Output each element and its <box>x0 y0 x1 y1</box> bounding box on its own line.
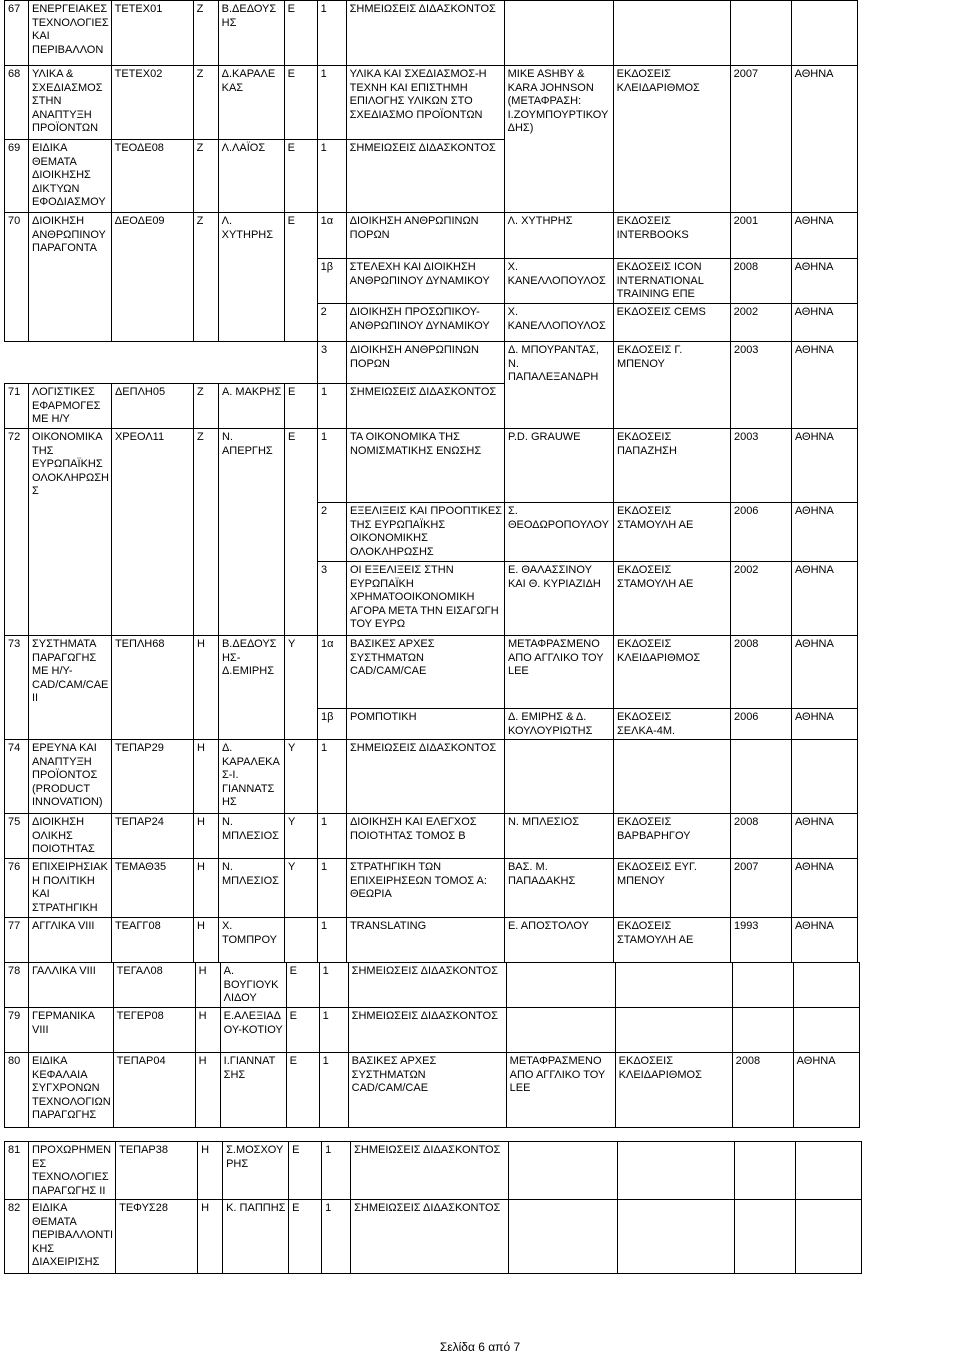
page-number: Σελίδα 6 από 7 <box>439 1340 521 1354</box>
cell-city: ΑΘΗΝΑ <box>791 636 857 709</box>
cell-category: Υ <box>284 740 317 814</box>
cell-book-title: ΣΗΜΕΙΩΣΕΙΣ ΔΙΔΑΣΚΟΝΤΟΣ <box>351 1142 509 1200</box>
cell-semester: Ζ <box>193 384 218 429</box>
table-row <box>5 66 858 140</box>
cell-row-number: 69 <box>5 140 29 213</box>
cell-semester: Η <box>193 740 218 814</box>
cell-book-number: 3 <box>317 562 346 636</box>
cell-author: Λ. ΧΥΤΗΡΗΣ <box>504 213 613 259</box>
cell-course-code: ΤΕΠΑΡ24 <box>111 814 193 859</box>
cell-author: Σ. ΘΕΟΔΩΡΟΠΟΥΛΟΥ <box>504 503 613 562</box>
cell-instructor: Β.ΔΕΔΟΥΣ ΗΣ-Δ.ΕΜΙΡΗΣ <box>218 636 284 740</box>
cell-course-title: ΕΙΔΙΚΑ ΘΕΜΑΤΑ ΠΕΡΙΒΑΛΛΟΝΤΙ ΚΗΣ ΔΙΑΧΕΙΡΙΣΗΣ <box>29 1200 116 1274</box>
cell-year <box>730 740 791 814</box>
table-row <box>5 963 860 1008</box>
cell-year: 1993 <box>730 918 791 963</box>
cell-row-number: 68 <box>5 66 29 140</box>
cell-instructor: Ι.ΓΙΑΝΝΑΤ ΣΗΣ <box>220 1053 286 1128</box>
cell-year <box>732 1008 793 1053</box>
cell-author <box>509 1200 618 1274</box>
cell-semester: Ζ <box>193 429 218 636</box>
table-row <box>5 342 858 384</box>
cell-book-title: ΟΙ ΕΞΕΛΙΞΕΙΣ ΣΤΗΝ ΕΥΡΩΠΑΪΚΗ ΧΡΗΜΑΤΟΟΙΚΟΝΟΜΙΚΗ ΑΓΟΡΑ ΜΕΤΑ ΤΗΝ ΕΙΣΑΓΩΓΗ ΤΟΥ ΕΥΡΩ <box>346 562 504 636</box>
cell-year: 2008 <box>730 259 791 304</box>
cell-book-number: 1 <box>317 66 346 140</box>
cell-year: 2008 <box>730 636 791 709</box>
cell-author: Ε. ΘΑΛΑΣΣΙΝΟΥ ΚΑΙ Θ. ΚΥΡΙΑΖΙΔΗ <box>504 562 613 636</box>
cell-year: 2007 <box>730 859 791 918</box>
cell-category: Ε <box>289 1142 322 1200</box>
cell-city: ΑΘΗΝΑ <box>791 709 857 740</box>
table-row <box>5 859 858 918</box>
cell-book-title: ΣΗΜΕΙΩΣΕΙΣ ΔΙΔΑΣΚΟΝΤΟΣ <box>351 1200 509 1274</box>
cell-book-number: 1 <box>319 963 348 1008</box>
table-row <box>5 429 858 503</box>
cell-year: 2006 <box>730 503 791 562</box>
cell-city: ΑΘΗΝΑ <box>791 814 857 859</box>
cell-semester: Η <box>198 1200 223 1274</box>
cell-city: ΑΘΗΝΑ <box>791 859 857 918</box>
cell-city <box>791 740 857 814</box>
cell-publisher: ΕΚΔΟΣΕΙΣ ΚΛΕΙΔΑΡΙΘΜΟΣ <box>613 66 730 213</box>
cell-year: 2003 <box>730 342 791 429</box>
cell-row-number: 70 <box>5 213 29 342</box>
cell-course-code: ΤΕΠΑΡ04 <box>113 1053 195 1128</box>
cell-course-title: ΕΠΙΧΕΙΡΗΣΙΑΚ Η ΠΟΛΙΤΙΚΗ ΚΑΙ ΣΤΡΑΤΗΓΙΚΗ <box>29 859 112 918</box>
cell-city: ΑΘΗΝΑ <box>791 66 857 213</box>
cell-course-code <box>111 342 193 384</box>
cell-author: ΜΕΤΑΦΡΑΣΜΕΝΟ ΑΠΟ ΑΓΓΛΙΚΟ ΤΟΥ LEE <box>506 1053 615 1128</box>
cell-instructor: Ε.ΑΛΕΞΙΑΔ ΟΥ-ΚΟΤΙΟΥ <box>220 1008 286 1053</box>
cell-course-code: ΤΕΓΕΡ08 <box>113 1008 195 1053</box>
cell-book-title: ΣΗΜΕΙΩΣΕΙΣ ΔΙΔΑΣΚΟΝΤΟΣ <box>348 963 506 1008</box>
cell-semester <box>193 342 218 384</box>
cell-year: 2003 <box>730 429 791 503</box>
cell-category: Ε <box>284 384 317 429</box>
cell-book-title: ΣΤΕΛΕΧΗ ΚΑΙ ΔΙΟΙΚΗΣΗ ΑΝΘΡΩΠΙΝΟΥ ΔΥΝΑΜΙΚΟΥ <box>346 259 504 304</box>
cell-author <box>509 1142 618 1200</box>
cell-city: ΑΘΗΝΑ <box>791 503 857 562</box>
table-row <box>5 636 858 709</box>
cell-course-title: ΕΙΔΙΚΑ ΘΕΜΑΤΑ ΔΙΟΙΚΗΣΗΣ ΔΙΚΤΥΩΝ ΕΦΟΔΙΑΣΜΟΥ <box>29 140 112 213</box>
cell-year: 2007 <box>730 66 791 213</box>
cell-publisher: ΕΚΔΟΣΕΙΣ ΚΛΕΙΔΑΡΙΘΜΟΣ <box>615 1053 732 1128</box>
cell-year: 2001 <box>730 213 791 259</box>
cell-instructor: Ν. ΜΠΛΕΣΙΟΣ <box>218 814 284 859</box>
cell-row-number: 77 <box>5 918 29 963</box>
cell-instructor <box>218 342 284 384</box>
table-row <box>5 740 858 814</box>
cell-book-title: ΣΗΜΕΙΩΣΕΙΣ ΔΙΔΑΣΚΟΝΤΟΣ <box>348 1008 506 1053</box>
cell-book-title: ΣΗΜΕΙΩΣΕΙΣ ΔΙΔΑΣΚΟΝΤΟΣ <box>346 140 504 213</box>
course-table-section-3 <box>4 962 860 1128</box>
cell-category: Ε <box>286 963 319 1008</box>
cell-book-title: ΔΙΟΙΚΗΣΗ ΠΡΟΣΩΠΙΚΟΥ-ΑΝΘΡΩΠΙΝΟΥ ΔΥΝΑΜΙΚΟΥ <box>346 304 504 342</box>
cell-instructor: Ν. ΑΠΕΡΓΗΣ <box>218 429 284 636</box>
cell-publisher: ΕΚΔΟΣΕΙΣ Γ. ΜΠΕΝΟΥ <box>613 342 730 429</box>
cell-publisher: ΕΚΔΟΣΕΙΣ ΒΑΡΒΑΡΗΓΟΥ <box>613 814 730 859</box>
cell-book-title: ΡΟΜΠΟΤΙΚΗ <box>346 709 504 740</box>
cell-city: ΑΘΗΝΑ <box>791 213 857 259</box>
cell-row-number: 67 <box>5 1 29 66</box>
cell-category: Ε <box>284 1 317 66</box>
cell-course-title: ΟΙΚΟΝΟΜΙΚΑ ΤΗΣ ΕΥΡΩΠΑΪΚΗΣ ΟΛΟΚΛΗΡΩΣΗ Σ <box>29 429 112 636</box>
cell-year <box>730 1 791 66</box>
cell-semester: Ζ <box>193 1 218 66</box>
cell-publisher: ΕΚΔΟΣΕΙΣ ΣΕΛΚΑ-4Μ. <box>613 709 730 740</box>
cell-semester: Ζ <box>193 213 218 342</box>
cell-course-code: ΤΕΠΑΡ29 <box>111 740 193 814</box>
cell-author: Δ. ΜΠΟΥΡΑΝΤΑΣ, Ν. ΠΑΠΑΛΕΞΑΝΔΡΗ <box>504 342 613 429</box>
cell-row-number: 72 <box>5 429 29 636</box>
cell-book-title: ΒΑΣΙΚΕΣ ΑΡΧΕΣ ΣΥΣΤΗΜΑΤΩΝ CAD/CAM/CAE <box>346 636 504 709</box>
cell-book-title: TRANSLATING <box>346 918 504 963</box>
cell-semester: Η <box>193 636 218 740</box>
cell-book-title: ΣΗΜΕΙΩΣΕΙΣ ΔΙΔΑΣΚΟΝΤΟΣ <box>346 384 504 429</box>
cell-book-number: 2 <box>317 304 346 342</box>
table-row <box>5 213 858 259</box>
cell-course-code: ΤΕΠΑΡ38 <box>116 1142 198 1200</box>
cell-instructor: Α. ΜΑΚΡΗΣ <box>218 384 284 429</box>
cell-publisher <box>615 1008 732 1053</box>
cell-book-number: 2 <box>317 503 346 562</box>
table-row <box>5 1200 862 1274</box>
cell-year: 2002 <box>730 562 791 636</box>
cell-instructor: Χ. ΤΟΜΠΡΟΥ <box>218 918 284 963</box>
cell-author: MIKE ASHBY & KARA JOHNSON (ΜΕΤΑΦΡΑΣΗ: Ι.ΖΟΥΜΠΟΥΡΤΙΚΟΥ ΔΗΣ) <box>504 66 613 213</box>
cell-book-number: 1α <box>317 636 346 709</box>
cell-author: Δ. ΕΜΙΡΗΣ & Δ. ΚΟΥΛΟΥΡΙΩΤΗΣ <box>504 709 613 740</box>
cell-book-number: 1β <box>317 259 346 304</box>
cell-semester: Η <box>195 963 220 1008</box>
cell-author: Χ. ΚΑΝΕΛΛΟΠΟΥΛΟΣ <box>504 304 613 342</box>
cell-course-title: ΔΙΟΙΚΗΣΗ ΑΝΘΡΩΠΙΝΟΥ ΠΑΡΑΓΟΝΤΑ <box>29 213 112 342</box>
cell-year <box>732 963 793 1008</box>
cell-course-title: ΠΡΟΧΩΡΗΜΕΝ ΕΣ ΤΕΧΝΟΛΟΓΙΕΣ ΠΑΡΑΓΩΓΗΣ II <box>29 1142 116 1200</box>
cell-category: Ε <box>284 213 317 342</box>
cell-category: Υ <box>284 859 317 918</box>
cell-book-number: 1 <box>322 1200 351 1274</box>
cell-book-number: 1 <box>317 740 346 814</box>
cell-city: ΑΘΗΝΑ <box>791 918 857 963</box>
cell-publisher: ΕΚΔΟΣΕΙΣ ΣΤΑΜΟΥΛΗ ΑΕ <box>613 503 730 562</box>
cell-instructor: Β.ΔΕΔΟΥΣ ΗΣ <box>218 1 284 66</box>
cell-course-code: ΤΕΦΥΣ28 <box>116 1200 198 1274</box>
cell-author <box>504 1 613 66</box>
cell-book-title: ΣΗΜΕΙΩΣΕΙΣ ΔΙΔΑΣΚΟΝΤΟΣ <box>346 1 504 66</box>
cell-instructor: Α. ΒΟΥΓΙΟΥΚ ΛΙΔΟΥ <box>220 963 286 1008</box>
cell-semester: Η <box>198 1142 223 1200</box>
cell-book-title: ΔΙΟΙΚΗΣΗ ΑΝΘΡΩΠΙΝΩΝ ΠΟΡΩΝ <box>346 213 504 259</box>
table-row <box>5 1008 860 1053</box>
cell-semester: Η <box>193 859 218 918</box>
cell-city <box>791 1 857 66</box>
cell-course-title: ΣΥΣΤΗΜΑΤΑ ΠΑΡΑΓΩΓΗΣ ΜΕ Η/Υ-CAD/CAM/CAE II <box>29 636 112 740</box>
cell-book-title: ΥΛΙΚΑ ΚΑΙ ΣΧΕΔΙΑΣΜΟΣ-Η ΤΕΧΝΗ ΚΑΙ ΕΠΙΣΤΗΜΗ ΕΠΙΛΟΓΗΣ ΥΛΙΚΩΝ ΣΤΟ ΣΧΕΔΙΑΣΜΟ ΠΡΟΪΟΝΤΩΝ <box>346 66 504 140</box>
cell-semester: Ζ <box>193 140 218 213</box>
cell-book-number: 1 <box>317 859 346 918</box>
cell-book-title: ΕΞΕΛΙΞΕΙΣ ΚΑΙ ΠΡΟΟΠΤΙΚΕΣ ΤΗΣ ΕΥΡΩΠΑΪΚΗΣ ΟΙΚΟΝΟΜΙΚΗΣ ΟΛΟΚΛΗΡΩΣΗΣ <box>346 503 504 562</box>
cell-year: 2008 <box>730 814 791 859</box>
cell-instructor: Δ. ΚΑΡΑΛΕΚΑ Σ-Ι. ΓΙΑΝΝΑΤΣ ΗΣ <box>218 740 284 814</box>
cell-row-number: 73 <box>5 636 29 740</box>
table-row <box>5 918 858 963</box>
cell-semester: Η <box>195 1008 220 1053</box>
cell-publisher <box>618 1200 735 1274</box>
cell-author: ΜΕΤΑΦΡΑΣΜΕΝΟ ΑΠΟ ΑΓΓΛΙΚΟ ΤΟΥ LEE <box>504 636 613 709</box>
cell-instructor: Δ.ΚΑΡΑΛΕ ΚΑΣ <box>218 66 284 140</box>
cell-publisher: ΕΚΔΟΣΕΙΣ ΣΤΑΜΟΥΛΗ ΑΕ <box>613 918 730 963</box>
cell-publisher <box>618 1142 735 1200</box>
cell-book-number: 1 <box>319 1053 348 1128</box>
cell-category: Ε <box>284 66 317 140</box>
cell-publisher: ΕΚΔΟΣΕΙΣ ΕΥΓ. ΜΠΕΝΟΥ <box>613 859 730 918</box>
cell-author: Ν. ΜΠΛΕΣΙΟΣ <box>504 814 613 859</box>
cell-category: Ε <box>284 429 317 636</box>
cell-city <box>793 963 859 1008</box>
cell-course-code: ΔΕΠΛΗ05 <box>111 384 193 429</box>
cell-row-number <box>5 342 29 384</box>
cell-instructor: Σ.ΜΟΣΧΟΥ ΡΗΣ <box>223 1142 289 1200</box>
cell-book-number: 1 <box>317 384 346 429</box>
cell-row-number: 78 <box>5 963 29 1008</box>
cell-semester: Η <box>193 918 218 963</box>
cell-row-number: 82 <box>5 1200 29 1274</box>
cell-year <box>735 1142 796 1200</box>
table-row <box>5 814 858 859</box>
cell-instructor: Κ. ΠΑΠΠΗΣ <box>223 1200 289 1274</box>
cell-course-title: ΕΝΕΡΓΕΙΑΚΕΣ ΤΕΧΝΟΛΟΓΙΕΣ ΚΑΙ ΠΕΡΙΒΑΛΛΟΝ <box>29 1 112 66</box>
cell-row-number: 71 <box>5 384 29 429</box>
cell-book-number: 1 <box>317 918 346 963</box>
cell-book-number: 1 <box>322 1142 351 1200</box>
cell-book-title: ΣΗΜΕΙΩΣΕΙΣ ΔΙΔΑΣΚΟΝΤΟΣ <box>346 740 504 814</box>
cell-year: 2002 <box>730 304 791 342</box>
cell-book-number: 1α <box>317 213 346 259</box>
cell-course-code: ΤΕΤΕΧ02 <box>111 66 193 140</box>
cell-row-number: 81 <box>5 1142 29 1200</box>
cell-year: 2006 <box>730 709 791 740</box>
cell-book-title: ΒΑΣΙΚΕΣ ΑΡΧΕΣ ΣΥΣΤΗΜΑΤΩΝ CAD/CAM/CAE <box>348 1053 506 1128</box>
cell-publisher: ΕΚΔΟΣΕΙΣ ΣΤΑΜΟΥΛΗ ΑΕ <box>613 562 730 636</box>
cell-book-title: ΔΙΟΙΚΗΣΗ ΚΑΙ ΕΛΕΓΧΟΣ ΠΟΙΟΤΗΤΑΣ ΤΟΜΟΣ Β <box>346 814 504 859</box>
cell-course-code: ΤΕΜΑΘ35 <box>111 859 193 918</box>
cell-semester: Η <box>193 814 218 859</box>
cell-row-number: 75 <box>5 814 29 859</box>
cell-category: Ε <box>284 140 317 213</box>
cell-publisher: ΕΚΔΟΣΕΙΣ CEMS <box>613 304 730 342</box>
cell-semester: Ζ <box>193 66 218 140</box>
cell-city: ΑΘΗΝΑ <box>791 429 857 503</box>
cell-course-title: ΓΑΛΛΙΚΑ VIII <box>29 963 114 1008</box>
cell-course-code: ΤΕΟΔΕ08 <box>111 140 193 213</box>
cell-author: ΒΑΣ. Μ. ΠΑΠΑΔΑΚΗΣ <box>504 859 613 918</box>
cell-category: Υ <box>284 814 317 859</box>
cell-publisher <box>615 963 732 1008</box>
cell-course-title: ΕΡΕΥΝΑ ΚΑΙ ΑΝΑΠΤΥΞΗ ΠΡΟΪΟΝΤΟΣ (PRODUCT INNOVATION) <box>29 740 112 814</box>
cell-book-number: 3 <box>317 342 346 384</box>
cell-category <box>284 342 317 384</box>
cell-row-number: 76 <box>5 859 29 918</box>
cell-course-title: ΑΓΓΛΙΚΑ VIII <box>29 918 112 963</box>
cell-author <box>506 1008 615 1053</box>
cell-instructor: Λ.ΛΑΪΟΣ <box>218 140 284 213</box>
cell-book-number: 1 <box>319 1008 348 1053</box>
cell-author <box>506 963 615 1008</box>
cell-course-title <box>29 342 112 384</box>
cell-book-number: 1 <box>317 429 346 503</box>
table-row <box>5 1142 862 1200</box>
cell-author <box>504 740 613 814</box>
cell-course-code: ΤΕΑΓΓ08 <box>111 918 193 963</box>
cell-course-code: ΧΡΕΟΛ11 <box>111 429 193 636</box>
cell-book-number: 1β <box>317 709 346 740</box>
course-table-section-4 <box>4 1141 862 1274</box>
cell-course-title: ΔΙΟΙΚΗΣΗ ΟΛΙΚΗΣ ΠΟΙΟΤΗΤΑΣ <box>29 814 112 859</box>
cell-semester: Η <box>195 1053 220 1128</box>
cell-publisher: ΕΚΔΟΣΕΙΣ ICON INTERNATIONAL TRAINING ΕΠΕ <box>613 259 730 304</box>
cell-city <box>796 1142 862 1200</box>
table-row <box>5 1 858 66</box>
cell-category <box>284 918 317 963</box>
cell-city: ΑΘΗΝΑ <box>791 304 857 342</box>
cell-city: ΑΘΗΝΑ <box>793 1053 859 1128</box>
cell-course-code: ΤΕΓΑΛ08 <box>113 963 195 1008</box>
cell-city <box>793 1008 859 1053</box>
cell-instructor: Ν. ΜΠΛΕΣΙΟΣ <box>218 859 284 918</box>
cell-publisher <box>613 1 730 66</box>
cell-book-number: 1 <box>317 814 346 859</box>
cell-publisher: ΕΚΔΟΣΕΙΣ INTERBOOKS <box>613 213 730 259</box>
course-table-section-1 <box>4 0 858 342</box>
table-row <box>5 1053 860 1128</box>
cell-book-number: 1 <box>317 1 346 66</box>
cell-course-title: ΓΕΡΜΑΝΙΚΑ VIII <box>29 1008 114 1053</box>
cell-row-number: 79 <box>5 1008 29 1053</box>
cell-book-number: 1 <box>317 140 346 213</box>
cell-year: 2008 <box>732 1053 793 1128</box>
cell-book-title: ΤΑ ΟΙΚΟΝΟΜΙΚΑ ΤΗΣ ΝΟΜΙΣΜΑΤΙΚΗΣ ΕΝΩΣΗΣ <box>346 429 504 503</box>
cell-author: P.D. GRAUWE <box>504 429 613 503</box>
cell-row-number: 74 <box>5 740 29 814</box>
cell-author: Χ. ΚΑΝΕΛΛΟΠΟΥΛΟΣ <box>504 259 613 304</box>
cell-year <box>735 1200 796 1274</box>
cell-book-title: ΣΤΡΑΤΗΓΙΚΗ ΤΩΝ ΕΠΙΧΕΙΡΗΣΕΩΝ ΤΟΜΟΣ Α: ΘΕΩΡΙΑ <box>346 859 504 918</box>
cell-course-title: ΕΙΔΙΚΑ ΚΕΦΑΛΑΙΑ ΣΥΓΧΡΟΝΩΝ ΤΕΧΝΟΛΟΓΙΩΝ ΠΑΡΑΓΩΓΗΣ <box>29 1053 114 1128</box>
cell-category: Υ <box>284 636 317 740</box>
cell-publisher <box>613 740 730 814</box>
cell-category: Ε <box>286 1008 319 1053</box>
cell-course-code: ΤΕΠΛΗ68 <box>111 636 193 740</box>
course-table-section-2 <box>4 341 858 963</box>
cell-publisher: ΕΚΔΟΣΕΙΣ ΚΛΕΙΔΑΡΙΘΜΟΣ <box>613 636 730 709</box>
cell-course-title: ΛΟΓΙΣΤΙΚΕΣ ΕΦΑΡΜΟΓΕΣ ΜΕ Η/Υ <box>29 384 112 429</box>
cell-instructor: Λ. ΧΥΤΗΡΗΣ <box>218 213 284 342</box>
cell-category: Ε <box>286 1053 319 1128</box>
cell-book-title: ΔΙΟΙΚΗΣΗ ΑΝΘΡΩΠΙΝΩΝ ΠΟΡΩΝ <box>346 342 504 384</box>
cell-city <box>796 1200 862 1274</box>
cell-row-number: 80 <box>5 1053 29 1128</box>
cell-publisher: ΕΚΔΟΣΕΙΣ ΠΑΠΑΖΗΣΗ <box>613 429 730 503</box>
cell-course-title: ΥΛΙΚΑ & ΣΧΕΔΙΑΣΜΟΣ ΣΤΗΝ ΑΝΑΠΤΥΞΗ ΠΡΟΪΟΝΤΩΝ <box>29 66 112 140</box>
cell-city: ΑΘΗΝΑ <box>791 562 857 636</box>
cell-course-code: ΔΕΟΔΕ09 <box>111 213 193 342</box>
cell-author: Ε. ΑΠΟΣΤΟΛΟΥ <box>504 918 613 963</box>
cell-city: ΑΘΗΝΑ <box>791 342 857 429</box>
cell-city: ΑΘΗΝΑ <box>791 259 857 304</box>
cell-course-code: ΤΕΤΕΧ01 <box>111 1 193 66</box>
cell-category: Ε <box>289 1200 322 1274</box>
